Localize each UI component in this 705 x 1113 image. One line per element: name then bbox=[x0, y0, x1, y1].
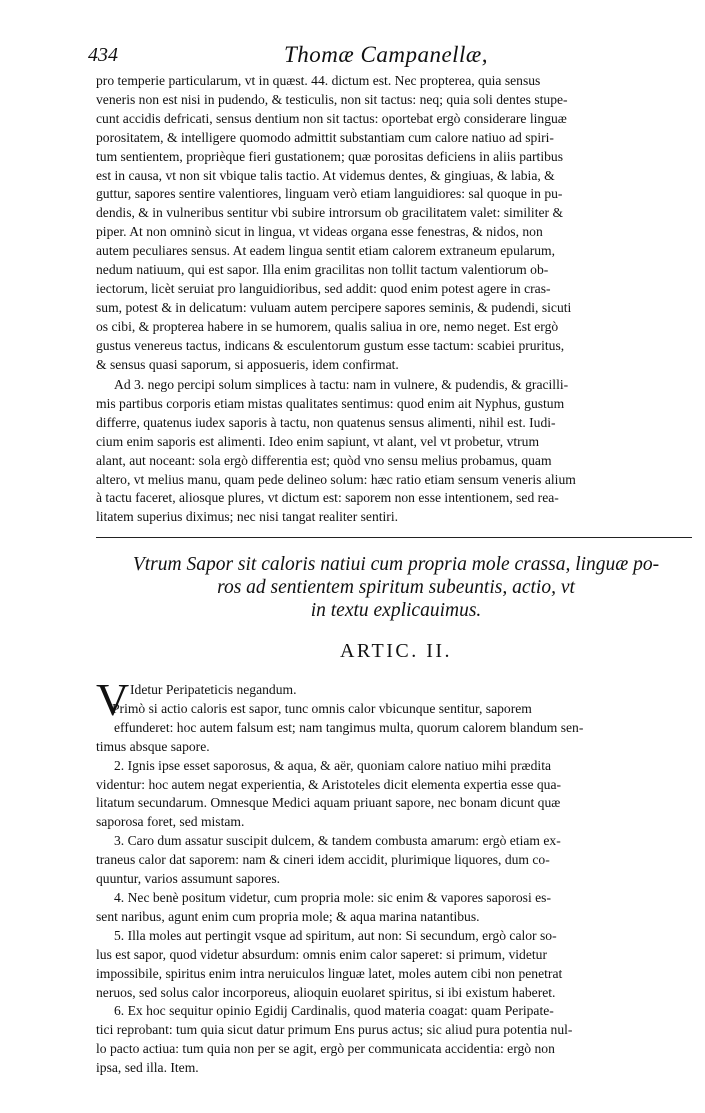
text-line: 5. Illa moles aut pertingit vsque ad spiritum, aut non: Si secundum, ergò calor so- bbox=[114, 927, 557, 943]
text-line: altero, vt melius manu, quam pede delineo solum: hæc ratio etiam sensum veneris alium bbox=[96, 471, 576, 487]
text-line: differre, quatenus iudex saporis à tactu, non quatenus sensus alimenti, nihil est. Iudi- bbox=[96, 414, 556, 430]
text-line: veneris non est nisi in pudendo, & testiculis, non sit tactus: neq; quia soli dentes stupe- bbox=[96, 91, 568, 107]
text-line: guttur, sapores sentire valentiores, linguam verò etiam languidiores: sal quoque in pu- bbox=[96, 186, 563, 202]
text-line: & sensus quasi saporum, si apposueris, idem confirmat. bbox=[96, 356, 399, 372]
text-line: dendis, & in vulneribus sentitur vbi subire introrsum ob gracilitatem valet: similiter & bbox=[96, 205, 564, 221]
text-line: litatem superius diximus; nec nisi tangat realiter sentiri. bbox=[96, 509, 399, 525]
answer-paragraph bbox=[96, 72, 696, 375]
text-line: est in causa, vt non sit vbique talis tactio. At videmus dentes, & gingiuas, & labia, & bbox=[96, 167, 555, 183]
text-line: tum sentientem, proprièque fieri gustationem; quæ porositas deficiens in aliis partibus bbox=[96, 148, 563, 164]
text-line: impossibile, spiritus enim intra neruiculos linguæ latet, moles autem cibi non penetrat bbox=[96, 965, 563, 981]
section-divider bbox=[96, 537, 692, 538]
text-line: videntur: hoc autem negat experientia, & Aristoteles dicit elementa expertia esse qua- bbox=[96, 776, 562, 792]
text-line: gustus venereus tactus, indicans & esculentorum gustum esse tactum: scabiei pruritus, bbox=[96, 337, 565, 353]
article-title bbox=[96, 553, 696, 622]
page-header bbox=[88, 38, 688, 68]
text-line: tici reprobant: tum quia sicut datur primum Ens purus actus; sic aliud pura potentia nul- bbox=[96, 1022, 573, 1038]
text-line: porositatem, & intelligere quomodo admittit substantiam cum calore natiuo ad spiri- bbox=[96, 129, 554, 145]
title-line: Vtrum Sapor sit caloris natiui cum propria mole crassa, linguæ po- bbox=[132, 554, 660, 575]
text-line: alant, aut noceant: sola ergò differentia est; quòd vno sensu melius probamus, quam bbox=[96, 452, 552, 468]
text-line: lus est sapor, quod videtur absurdum: omnis enim calor saperet: si primum, videtur bbox=[96, 946, 547, 962]
text-line: os cibi, & propterea habere in se humorem, qualis saliua in ore, nemo neget. Est ergò bbox=[96, 318, 559, 334]
running-head: Thomæ Campanellæ, bbox=[284, 42, 489, 67]
text-line: à tactu faceret, aliosque plures, vt dictum est: saporem non esse intentionem, sed rea- bbox=[96, 490, 559, 506]
text-line: lo pacto actiua: tum quia non per se agit, ergò per communicata accidentia: ergò non bbox=[96, 1041, 555, 1057]
article-label: ARTIC. II. bbox=[339, 640, 453, 662]
text-line: cium enim saporis est alimenti. Ideo enim sapiunt, vt alant, vel vt probetur, vtrum bbox=[96, 433, 540, 449]
text-line: Primò si actio caloris est sapor, tunc omnis calor vbicunque sentitur, saporem bbox=[112, 700, 532, 716]
article-body bbox=[96, 681, 696, 1078]
page-number: 434 bbox=[88, 44, 118, 66]
text-line: timus absque sapore. bbox=[96, 738, 210, 754]
title-line: ros ad sentientem spiritum subeuntis, actio, vt bbox=[217, 577, 575, 598]
text-line: 2. Ignis ipse esset saporosus, & aqua, & aër, quoniam calore natiuo mihi prædita bbox=[114, 757, 552, 773]
text-line: ipsa, sed illa. Item. bbox=[96, 1060, 199, 1076]
text-line: sum, potest & in delicatum: vuluam autem percipere sapores seminis, & pudendi, sicuti bbox=[96, 299, 572, 315]
text-line: cunt accidis defricati, sensus dentium non sit tactus: oportebat ergò considerare linguæ bbox=[96, 110, 567, 126]
text-line: traneus calor dat saporem: nam & cineri idem accidit, plurimique liquores, dum co- bbox=[96, 852, 550, 868]
text-line: 6. Ex hoc sequitur opinio Egidij Cardinalis, quod materia coagat: quam Peripate- bbox=[114, 1003, 554, 1019]
text-line: pro temperie particularum, vt in quæst. 44. dictum est. Nec propterea, quia sensus bbox=[96, 73, 541, 88]
text-line: effunderet: hoc autem falsum est; nam tangimus multa, quorum calorem blandum sen- bbox=[114, 719, 584, 735]
text-line: mis partibus corporis etiam mistas qualitates sentimus: quod enim ait Nyphus, gustum bbox=[96, 395, 565, 411]
text-line: neruos, sed solus calor incorporeus, alioquin euolaret spiritus, si ibi existum haberet. bbox=[96, 984, 556, 1000]
text-line: sent naribus, agunt enim cum propria mole; & aqua marina natantibus. bbox=[96, 908, 480, 924]
text-line: autem peculiares sensus. At eadem lingua sentit etiam calorem extraneum epularum, bbox=[96, 243, 556, 259]
text-line: iectorum, licèt seruiat pro languidioribus, sed addit: quod enim potest agere in cras- bbox=[96, 280, 551, 296]
text-line: saporosa foret, sed mistam. bbox=[96, 814, 245, 830]
answer-3-paragraph bbox=[96, 376, 696, 527]
text-line: 3. Caro dum assatur suscipit dulcem, & tandem combusta amarum: ergò etiam ex- bbox=[114, 833, 561, 849]
title-line: in textu explicauimus. bbox=[310, 600, 482, 621]
text-line: Ad 3. nego percipi solum simplices à tactu: nam in vulnere, & pudendis, & gracilli- bbox=[114, 377, 569, 392]
text-line: nedum natiuum, qui est sapor. Illa enim gracilitas non tollit tactum valentiorum ob- bbox=[96, 262, 549, 278]
text-line: quuntur, varios assumunt sapores. bbox=[96, 871, 281, 887]
drop-capital: V bbox=[96, 674, 130, 725]
text-line: litatum secundarum. Omnesque Medici aquam priuant sapore, nec bonam dicunt quæ bbox=[96, 795, 561, 811]
text-line: Idetur Peripateticis negandum. bbox=[130, 682, 297, 697]
text-line: 4. Nec benè positum videtur, cum propria mole: sic enim & vapores saporosi es- bbox=[114, 889, 551, 905]
text-line: piper. At non omninò sicut in lingua, vt videas organa esse fenestras, & nidos, non bbox=[96, 224, 543, 240]
